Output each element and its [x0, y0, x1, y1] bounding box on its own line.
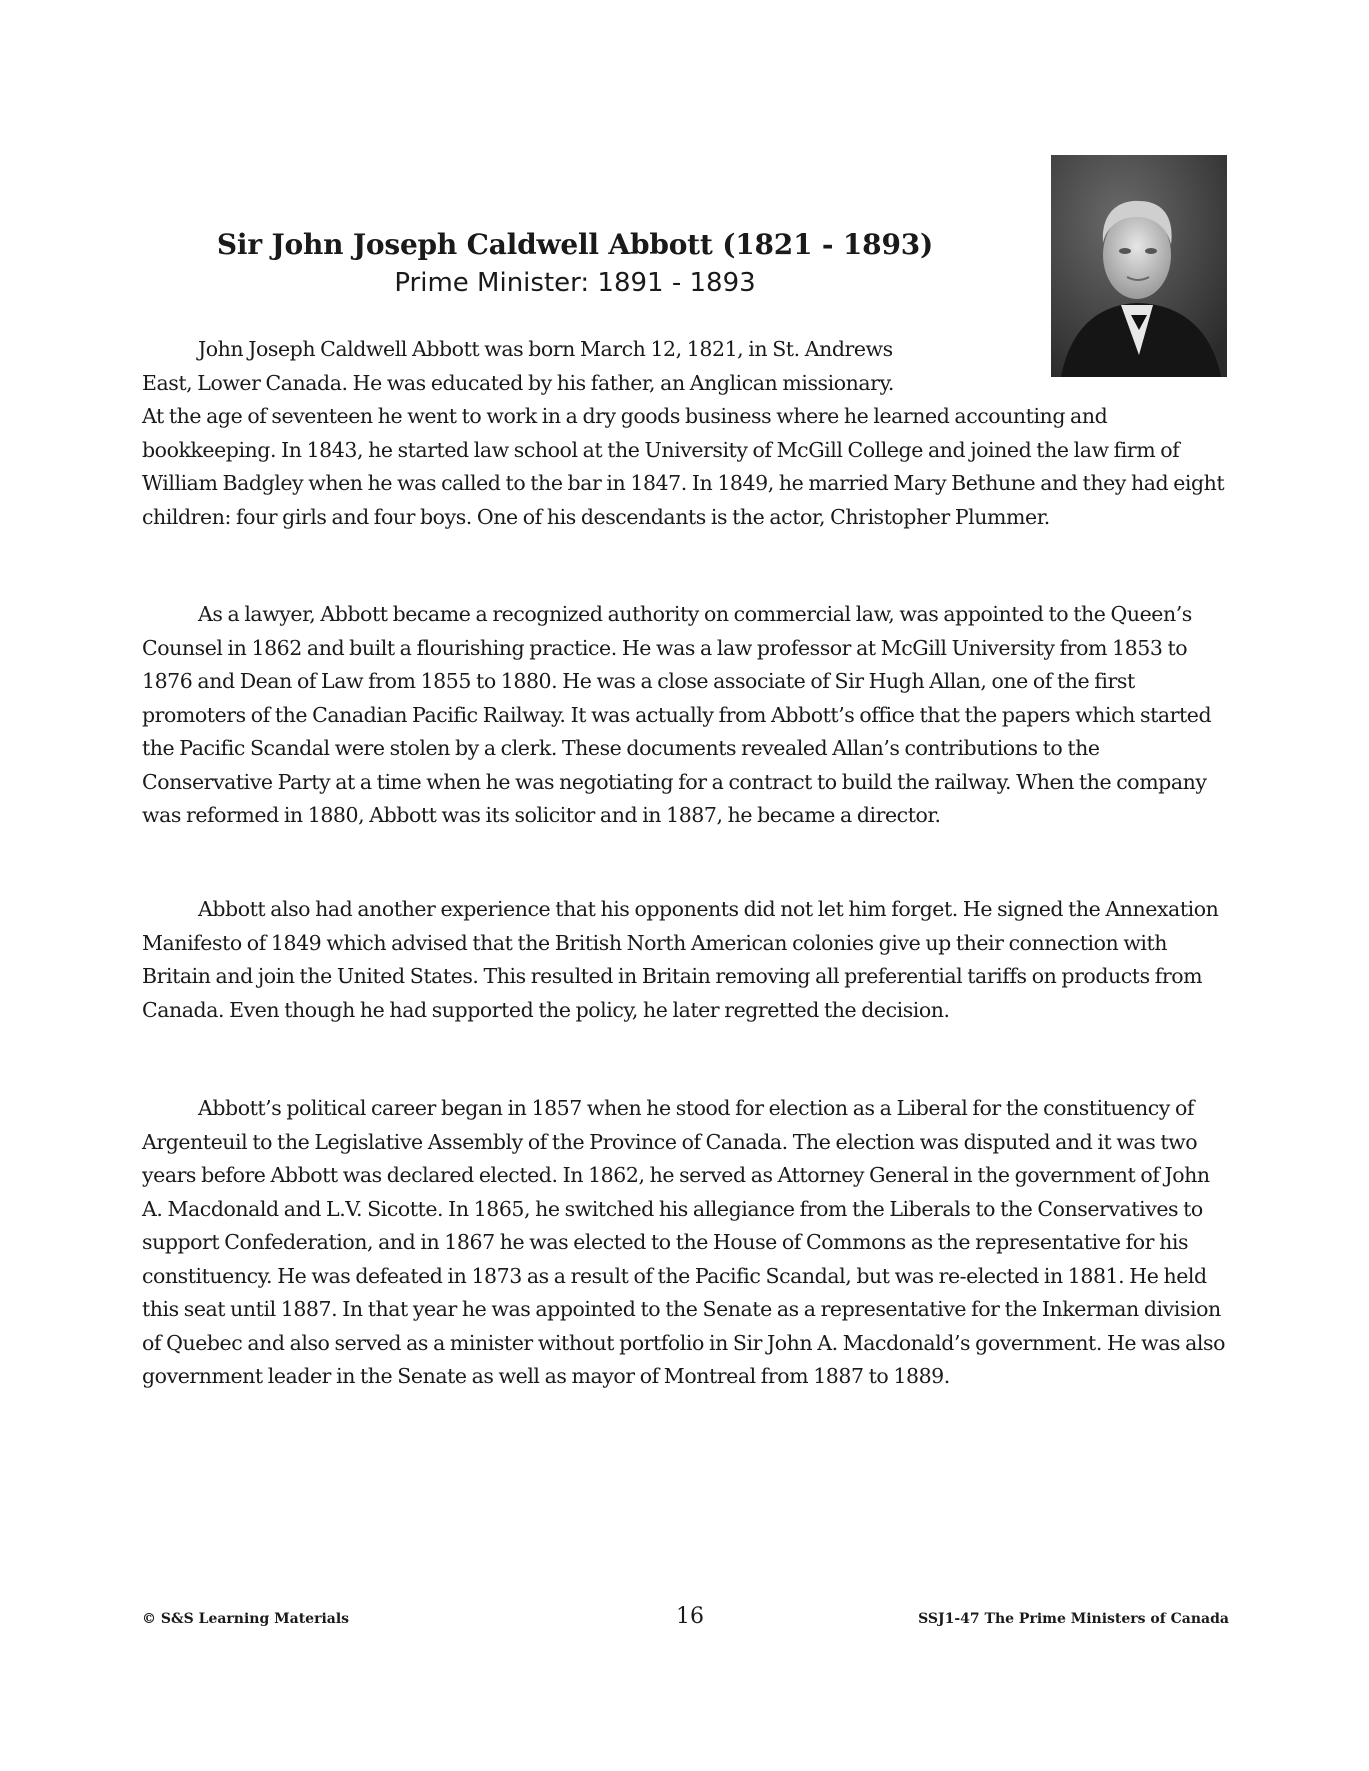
paragraph-1-line-2: East, Lower Canada. He was educated by his father, an Anglican missionary.: [142, 370, 894, 395]
paragraph-1: [142, 333, 1232, 534]
paragraph-1-line-1: John Joseph Caldwell Abbott was born March 12, 1821, in St. Andrews: [198, 337, 893, 361]
page-subtitle: Prime Minister: 1891 - 1893: [394, 268, 756, 298]
paragraph-3: Abbott also had another experience that his opponents did not let him forget. He signed the Annexation Manifesto of 1849 which advised that the British North American colonies give up their connection with Britain and join the United States. This resulted in Britain removing all preferential tariffs on products from Canada. Even though he had supported the policy, he later regretted the decision.: [142, 897, 1219, 1022]
paragraph-1-rest: At the age of seventeen he went to work in a dry goods business where he learned accounting and bookkeeping. In 1843, he started law school at the University of McGill College and joined the law firm of William Badgley when he was called to the bar in 1847. In 1849, he married Mary Bethune and they had eight children: four girls and four boys. One of his descendants is the actor, Christopher Plummer.: [142, 404, 1225, 529]
footer-series-title: SSJ1-47 The Prime Ministers of Canada: [918, 1611, 1229, 1627]
paragraph-4: Abbott’s political career began in 1857 when he stood for election as a Liberal for the constituency of Argenteuil to the Legislative Assembly of the Province of Canada. The election was disputed and it was two years before Abbott was declared elected. In 1862, he served as Attorney General in the government of John A. Macdonald and L.V. Sicotte. In 1865, he switched his allegiance from the Liberals to the Conservatives to support Confederation, and in 1867 he was elected to the House of Commons as the representative for his constituency. He was defeated in 1873 as a result of the Pacific Scandal, but was re-elected in 1881. He held this seat until 1887. In that year he was appointed to the Senate as a representative for the Inkerman division of Quebec and also served as a minister without portfolio in Sir John A. Macdonald’s government. He was also government leader in the Senate as well as mayor of Montreal from 1887 to 1889.: [142, 1096, 1225, 1388]
page-number: 16: [676, 1604, 704, 1629]
paragraph-2: As a lawyer, Abbott became a recognized authority on commercial law, was appointed to the Queen’s Counsel in 1862 and built a flourishing practice. He was a law professor at McGill University from 1853 to 1876 and Dean of Law from 1855 to 1880. He was a close associate of Sir Hugh Allan, one of the first promoters of the Canadian Pacific Railway. It was actually from Abbott’s office that the papers which started the Pacific Scandal were stolen by a clerk. These documents revealed Allan’s contributions to the Conservative Party at a time when he was negotiating for a contract to build the railway. When the company was reformed in 1880, Abbott was its solicitor and in 1887, he became a director.: [142, 602, 1212, 827]
page-title: Sir John Joseph Caldwell Abbott (1821 - 1893): [216, 228, 934, 261]
footer-copyright: © S&S Learning Materials: [142, 1611, 350, 1627]
